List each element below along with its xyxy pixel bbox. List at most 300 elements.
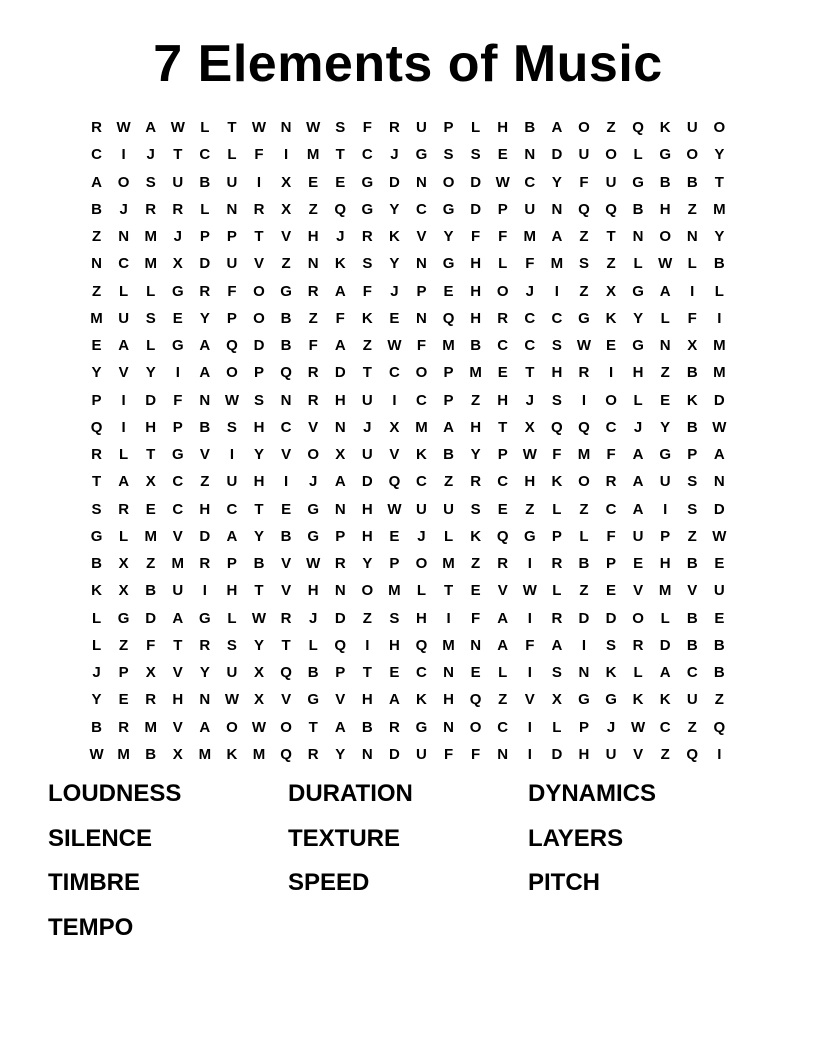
grid-letter[interactable]: G xyxy=(578,691,590,709)
grid-letter[interactable]: V xyxy=(254,255,265,273)
grid-letter[interactable]: A xyxy=(118,337,130,355)
grid-letter[interactable]: G xyxy=(361,200,374,218)
grid-letter[interactable]: B xyxy=(524,119,536,137)
grid-letter[interactable]: G xyxy=(307,527,319,545)
grid-letter[interactable]: Z xyxy=(579,500,589,518)
grid-letter[interactable]: U xyxy=(226,664,238,682)
grid-letter[interactable]: E xyxy=(443,282,454,300)
grid-letter[interactable]: C xyxy=(416,664,427,682)
grid-letter[interactable]: L xyxy=(714,282,724,300)
grid-letter[interactable]: F xyxy=(687,309,697,327)
grid-letter[interactable]: W xyxy=(495,173,510,191)
grid-letter[interactable]: E xyxy=(389,527,400,545)
grid-letter[interactable]: B xyxy=(686,636,698,654)
grid-letter[interactable]: P xyxy=(254,364,265,382)
grid-letter[interactable]: U xyxy=(226,173,238,191)
grid-letter[interactable]: M xyxy=(442,555,455,573)
grid-letter[interactable]: V xyxy=(633,745,644,763)
grid-letter[interactable]: Y xyxy=(362,555,373,573)
grid-letter[interactable]: H xyxy=(307,228,319,246)
grid-letter[interactable]: W xyxy=(576,337,592,355)
grid-letter[interactable]: P xyxy=(335,664,346,682)
grid-letter[interactable]: F xyxy=(606,527,616,545)
grid-letter[interactable]: I xyxy=(527,555,532,573)
grid-letter[interactable]: X xyxy=(551,691,562,709)
grid-letter[interactable]: B xyxy=(470,337,482,355)
grid-letter[interactable]: Z xyxy=(687,527,697,545)
grid-letter[interactable]: K xyxy=(632,691,644,709)
grid-letter[interactable]: I xyxy=(284,473,289,491)
grid-letter[interactable]: Z xyxy=(471,555,481,573)
grid-letter[interactable]: Q xyxy=(226,337,238,355)
grid-letter[interactable]: Z xyxy=(579,228,589,246)
grid-letter[interactable]: D xyxy=(659,636,671,654)
grid-letter[interactable]: I xyxy=(717,745,722,763)
grid-letter[interactable]: P xyxy=(551,527,562,545)
grid-letter[interactable]: C xyxy=(388,364,400,382)
grid-letter[interactable]: G xyxy=(605,691,617,709)
grid-letter[interactable]: W xyxy=(387,500,402,518)
grid-letter[interactable]: E xyxy=(714,555,725,573)
grid-letter[interactable]: F xyxy=(606,446,616,464)
grid-letter[interactable]: L xyxy=(227,146,237,164)
grid-letter[interactable]: Q xyxy=(334,200,347,218)
grid-letter[interactable]: V xyxy=(633,582,644,600)
grid-letter[interactable]: S xyxy=(91,500,102,518)
grid-letter[interactable]: W xyxy=(89,745,104,763)
grid-letter[interactable]: U xyxy=(578,146,590,164)
grid-letter[interactable]: R xyxy=(91,446,102,464)
grid-letter[interactable]: C xyxy=(497,473,509,491)
grid-letter[interactable]: K xyxy=(416,446,427,464)
grid-letter[interactable]: N xyxy=(91,255,102,273)
grid-letter[interactable]: V xyxy=(497,582,508,600)
grid-letter[interactable]: I xyxy=(121,391,126,409)
grid-letter[interactable]: Z xyxy=(525,500,535,518)
grid-letter[interactable]: O xyxy=(307,446,319,464)
grid-letter[interactable]: F xyxy=(471,745,481,763)
grid-letter[interactable]: I xyxy=(527,609,532,627)
grid-letter[interactable]: Y xyxy=(714,228,725,246)
grid-letter[interactable]: G xyxy=(415,718,428,736)
grid-letter[interactable]: V xyxy=(172,527,183,545)
grid-letter[interactable]: X xyxy=(118,555,129,573)
grid-letter[interactable]: L xyxy=(579,527,589,545)
grid-letter[interactable]: Z xyxy=(308,200,318,218)
grid-letter[interactable]: F xyxy=(443,745,454,763)
grid-letter[interactable]: T xyxy=(91,473,102,491)
grid-letter[interactable]: H xyxy=(551,364,563,382)
grid-letter[interactable]: M xyxy=(144,527,157,545)
grid-letter[interactable]: T xyxy=(308,718,318,736)
grid-letter[interactable]: F xyxy=(471,228,481,246)
grid-letter[interactable]: T xyxy=(362,664,372,682)
grid-letter[interactable]: F xyxy=(146,636,156,654)
grid-letter[interactable]: I xyxy=(663,500,668,518)
grid-letter[interactable]: N xyxy=(632,228,644,246)
grid-letter[interactable]: R xyxy=(145,200,157,218)
grid-letter[interactable]: O xyxy=(578,119,590,137)
grid-letter[interactable]: B xyxy=(713,664,725,682)
grid-letter[interactable]: O xyxy=(280,718,292,736)
grid-letter[interactable]: P xyxy=(443,391,454,409)
grid-letter[interactable]: I xyxy=(608,364,614,382)
grid-letter[interactable]: A xyxy=(91,173,102,191)
grid-letter[interactable]: H xyxy=(470,309,482,327)
grid-letter[interactable]: M xyxy=(415,418,428,436)
grid-letter[interactable]: V xyxy=(172,718,183,736)
grid-letter[interactable]: Y xyxy=(254,636,265,654)
grid-letter[interactable]: H xyxy=(361,500,373,518)
grid-letter[interactable]: T xyxy=(254,228,264,246)
grid-letter[interactable]: L xyxy=(498,255,508,273)
grid-letter[interactable]: I xyxy=(581,391,587,409)
grid-letter[interactable]: P xyxy=(118,664,129,682)
grid-letter[interactable]: S xyxy=(145,173,156,191)
grid-letter[interactable]: Q xyxy=(578,418,590,436)
grid-letter[interactable]: L xyxy=(146,337,156,355)
grid-letter[interactable]: D xyxy=(334,609,346,627)
grid-letter[interactable]: K xyxy=(91,582,102,600)
grid-letter[interactable]: R xyxy=(388,718,400,736)
grid-letter[interactable]: T xyxy=(254,582,264,600)
grid-letter[interactable]: G xyxy=(523,527,536,545)
grid-letter[interactable]: A xyxy=(334,473,346,491)
grid-letter[interactable]: W xyxy=(522,582,537,600)
grid-letter[interactable]: M xyxy=(144,718,157,736)
grid-letter[interactable]: Z xyxy=(660,364,670,382)
grid-letter[interactable]: S xyxy=(226,636,237,654)
grid-letter[interactable]: H xyxy=(578,745,590,763)
grid-letter[interactable]: G xyxy=(632,337,644,355)
grid-letter[interactable]: U xyxy=(713,582,725,600)
grid-letter[interactable]: E xyxy=(470,582,481,600)
grid-letter[interactable]: I xyxy=(392,391,397,409)
grid-letter[interactable]: V xyxy=(687,582,698,600)
grid-letter[interactable]: C xyxy=(118,255,130,273)
grid-letter[interactable]: L xyxy=(91,636,102,654)
grid-letter[interactable]: Q xyxy=(578,200,590,218)
grid-letter[interactable]: T xyxy=(498,418,508,436)
grid-letter[interactable]: H xyxy=(470,418,482,436)
grid-letter[interactable]: W xyxy=(251,119,267,137)
grid-letter[interactable]: K xyxy=(659,119,671,137)
grid-letter[interactable]: A xyxy=(334,337,346,355)
grid-letter[interactable]: F xyxy=(227,282,237,300)
grid-letter[interactable]: P xyxy=(226,309,237,327)
grid-letter[interactable]: I xyxy=(256,173,262,191)
grid-letter[interactable]: K xyxy=(416,691,427,709)
grid-letter[interactable]: F xyxy=(173,391,183,409)
grid-letter[interactable]: M xyxy=(144,255,157,273)
grid-letter[interactable]: J xyxy=(390,282,399,300)
grid-letter[interactable]: L xyxy=(443,527,454,545)
grid-letter[interactable]: R xyxy=(307,282,319,300)
grid-letter[interactable]: S xyxy=(551,337,562,355)
grid-letter[interactable]: P xyxy=(226,555,237,573)
grid-letter[interactable]: S xyxy=(551,664,562,682)
grid-letter[interactable]: M xyxy=(713,337,726,355)
grid-letter[interactable]: D xyxy=(605,609,617,627)
grid-letter[interactable]: Z xyxy=(471,391,481,409)
grid-letter[interactable]: C xyxy=(416,391,427,409)
grid-letter[interactable]: A xyxy=(551,636,563,654)
grid-letter[interactable]: A xyxy=(659,282,671,300)
grid-letter[interactable]: G xyxy=(578,309,590,327)
grid-letter[interactable]: R xyxy=(334,555,346,573)
grid-letter[interactable]: A xyxy=(388,691,400,709)
grid-letter[interactable]: Z xyxy=(579,582,589,600)
grid-letter[interactable]: J xyxy=(363,418,372,436)
grid-letter[interactable]: R xyxy=(632,636,644,654)
grid-letter[interactable]: D xyxy=(388,745,400,763)
grid-letter[interactable]: I xyxy=(527,745,532,763)
grid-letter[interactable]: J xyxy=(308,609,318,627)
grid-letter[interactable]: D xyxy=(361,473,373,491)
grid-letter[interactable]: B xyxy=(280,337,292,355)
grid-letter[interactable]: J xyxy=(390,146,399,164)
grid-letter[interactable]: Y xyxy=(633,309,644,327)
grid-letter[interactable]: F xyxy=(471,609,481,627)
grid-letter[interactable]: K xyxy=(551,473,563,491)
grid-letter[interactable]: J xyxy=(417,527,426,545)
grid-letter[interactable]: R xyxy=(307,391,319,409)
grid-letter[interactable]: E xyxy=(118,691,129,709)
grid-letter[interactable]: Q xyxy=(632,119,644,137)
grid-letter[interactable]: Y xyxy=(254,446,265,464)
grid-letter[interactable]: Y xyxy=(91,364,102,382)
grid-letter[interactable]: H xyxy=(632,364,644,382)
grid-letter[interactable]: P xyxy=(660,527,671,545)
grid-letter[interactable]: R xyxy=(199,555,211,573)
grid-letter[interactable]: N xyxy=(199,391,211,409)
grid-letter[interactable]: J xyxy=(308,473,318,491)
grid-letter[interactable]: O xyxy=(415,364,428,382)
grid-letter[interactable]: U xyxy=(524,200,536,218)
grid-letter[interactable]: J xyxy=(633,418,643,436)
grid-letter[interactable]: A xyxy=(334,718,346,736)
grid-letter[interactable]: Y xyxy=(199,309,210,327)
grid-letter[interactable]: R xyxy=(605,473,617,491)
grid-letter[interactable]: T xyxy=(227,119,237,137)
grid-letter[interactable]: U xyxy=(172,173,184,191)
grid-letter[interactable]: Z xyxy=(606,255,616,273)
grid-letter[interactable]: F xyxy=(525,636,535,654)
grid-letter[interactable]: Z xyxy=(687,718,697,736)
grid-letter[interactable]: Z xyxy=(498,691,508,709)
grid-letter[interactable]: R xyxy=(253,200,265,218)
grid-letter[interactable]: L xyxy=(119,282,129,300)
grid-letter[interactable]: F xyxy=(362,282,372,300)
grid-letter[interactable]: J xyxy=(525,282,534,300)
grid-letter[interactable]: A xyxy=(199,364,211,382)
grid-letter[interactable]: A xyxy=(497,636,509,654)
grid-letter[interactable]: U xyxy=(605,745,617,763)
grid-letter[interactable]: A xyxy=(659,664,671,682)
grid-letter[interactable]: B xyxy=(578,555,590,573)
grid-letter[interactable]: O xyxy=(226,718,238,736)
grid-letter[interactable]: R xyxy=(578,364,590,382)
grid-letter[interactable]: X xyxy=(118,582,129,600)
grid-letter[interactable]: H xyxy=(307,582,319,600)
grid-letter[interactable]: F xyxy=(308,337,318,355)
grid-letter[interactable]: D xyxy=(551,146,563,164)
grid-letter[interactable]: F xyxy=(362,119,372,137)
grid-letter[interactable]: A xyxy=(118,473,130,491)
grid-letter[interactable]: F xyxy=(335,309,345,327)
grid-letter[interactable]: Y xyxy=(551,173,562,191)
grid-letter[interactable]: S xyxy=(606,636,617,654)
grid-letter[interactable]: Y xyxy=(714,146,725,164)
grid-letter[interactable]: Y xyxy=(660,418,671,436)
grid-letter[interactable]: P xyxy=(172,418,183,436)
grid-letter[interactable]: W xyxy=(116,119,131,137)
grid-letter[interactable]: V xyxy=(389,446,400,464)
grid-letter[interactable]: V xyxy=(308,418,319,436)
grid-letter[interactable]: A xyxy=(551,119,563,137)
grid-letter[interactable]: Y xyxy=(470,446,481,464)
grid-letter[interactable]: A xyxy=(632,446,644,464)
grid-letter[interactable]: C xyxy=(497,718,509,736)
grid-letter[interactable]: C xyxy=(280,418,292,436)
grid-letter[interactable]: C xyxy=(497,337,509,355)
grid-letter[interactable]: C xyxy=(605,418,617,436)
grid-letter[interactable]: S xyxy=(362,255,373,273)
grid-letter[interactable]: Z xyxy=(362,609,372,627)
grid-letter[interactable]: W xyxy=(387,337,402,355)
grid-letter[interactable]: T xyxy=(362,364,372,382)
grid-letter[interactable]: P xyxy=(606,555,617,573)
grid-letter[interactable]: R xyxy=(118,500,130,518)
grid-letter[interactable]: W xyxy=(522,446,537,464)
grid-letter[interactable]: D xyxy=(334,364,346,382)
grid-letter[interactable]: E xyxy=(308,173,319,191)
grid-letter[interactable]: W xyxy=(712,418,727,436)
grid-letter[interactable]: I xyxy=(284,146,289,164)
grid-letter[interactable]: D xyxy=(199,255,211,273)
grid-letter[interactable]: J xyxy=(525,391,534,409)
grid-letter[interactable]: N xyxy=(280,119,292,137)
grid-letter[interactable]: Z xyxy=(714,691,724,709)
grid-letter[interactable]: H xyxy=(470,282,482,300)
grid-letter[interactable]: J xyxy=(173,228,182,246)
grid-letter[interactable]: C xyxy=(551,309,563,327)
grid-letter[interactable]: E xyxy=(281,500,292,518)
grid-letter[interactable]: R xyxy=(91,119,102,137)
grid-letter[interactable]: L xyxy=(119,527,129,545)
grid-letter[interactable]: F xyxy=(416,337,427,355)
grid-letter[interactable]: E xyxy=(714,609,725,627)
grid-letter[interactable]: N xyxy=(307,255,319,273)
grid-letter[interactable]: H xyxy=(361,691,373,709)
grid-letter[interactable]: D xyxy=(388,173,400,191)
grid-letter[interactable]: N xyxy=(334,418,346,436)
grid-letter[interactable]: T xyxy=(173,636,183,654)
grid-letter[interactable]: S xyxy=(254,391,265,409)
grid-letter[interactable]: A xyxy=(334,282,346,300)
grid-letter[interactable]: P xyxy=(687,446,698,464)
grid-letter[interactable]: I xyxy=(527,718,532,736)
grid-letter[interactable]: H xyxy=(659,555,671,573)
grid-letter[interactable]: V xyxy=(172,664,183,682)
grid-letter[interactable]: D xyxy=(578,609,590,627)
grid-letter[interactable]: K xyxy=(334,255,346,273)
grid-letter[interactable]: G xyxy=(171,337,184,355)
grid-letter[interactable]: A xyxy=(199,337,211,355)
grid-letter[interactable]: R xyxy=(280,609,292,627)
grid-letter[interactable]: Y xyxy=(91,691,102,709)
grid-letter[interactable]: I xyxy=(581,636,587,654)
grid-letter[interactable]: O xyxy=(442,173,455,191)
grid-letter[interactable]: V xyxy=(281,582,292,600)
grid-letter[interactable]: S xyxy=(578,255,589,273)
grid-letter[interactable]: C xyxy=(686,664,698,682)
grid-letter[interactable]: W xyxy=(224,691,240,709)
grid-letter[interactable]: V xyxy=(281,691,292,709)
grid-letter[interactable]: R xyxy=(497,309,509,327)
grid-letter[interactable]: B xyxy=(91,718,102,736)
grid-letter[interactable]: U xyxy=(416,500,427,518)
grid-letter[interactable]: Q xyxy=(280,664,292,682)
grid-letter[interactable]: C xyxy=(91,146,102,164)
grid-letter[interactable]: Q xyxy=(90,418,103,436)
grid-letter[interactable]: M xyxy=(469,364,482,382)
grid-letter[interactable]: L xyxy=(119,446,129,464)
grid-letter[interactable]: Z xyxy=(146,555,156,573)
grid-letter[interactable]: Z xyxy=(687,200,697,218)
grid-letter[interactable]: W xyxy=(658,255,673,273)
grid-letter[interactable]: G xyxy=(632,282,644,300)
grid-letter[interactable]: R xyxy=(172,200,184,218)
grid-letter[interactable]: L xyxy=(633,255,643,273)
grid-letter[interactable]: B xyxy=(307,664,319,682)
grid-letter[interactable]: I xyxy=(121,146,126,164)
grid-letter[interactable]: U xyxy=(361,391,373,409)
grid-letter[interactable]: G xyxy=(171,446,184,464)
grid-letter[interactable]: B xyxy=(361,718,373,736)
grid-letter[interactable]: H xyxy=(334,391,346,409)
grid-letter[interactable]: E xyxy=(91,337,102,355)
grid-letter[interactable]: X xyxy=(281,173,292,191)
grid-letter[interactable]: J xyxy=(92,664,101,682)
grid-letter[interactable]: H xyxy=(361,527,373,545)
grid-letter[interactable]: H xyxy=(470,255,482,273)
grid-letter[interactable]: C xyxy=(199,146,211,164)
grid-letter[interactable]: O xyxy=(253,282,265,300)
grid-letter[interactable]: C xyxy=(524,173,536,191)
grid-letter[interactable]: L xyxy=(660,309,670,327)
grid-letter[interactable]: R xyxy=(199,282,211,300)
grid-letter[interactable]: K xyxy=(388,228,400,246)
grid-letter[interactable]: Y xyxy=(145,364,156,382)
grid-letter[interactable]: L xyxy=(200,119,210,137)
grid-letter[interactable]: T xyxy=(173,146,183,164)
grid-letter[interactable]: N xyxy=(497,745,509,763)
grid-letter[interactable]: Q xyxy=(280,745,292,763)
grid-letter[interactable]: H xyxy=(145,418,157,436)
grid-letter[interactable]: R xyxy=(307,364,319,382)
grid-letter[interactable]: N xyxy=(118,228,130,246)
grid-letter[interactable]: E xyxy=(497,500,508,518)
grid-letter[interactable]: I xyxy=(527,664,532,682)
grid-letter[interactable]: V xyxy=(524,691,535,709)
grid-letter[interactable]: U xyxy=(416,119,427,137)
grid-letter[interactable]: D xyxy=(253,337,265,355)
grid-letter[interactable]: Q xyxy=(469,691,482,709)
grid-letter[interactable]: M xyxy=(90,309,103,327)
grid-letter[interactable]: E xyxy=(633,555,644,573)
grid-letter[interactable]: G xyxy=(199,609,211,627)
